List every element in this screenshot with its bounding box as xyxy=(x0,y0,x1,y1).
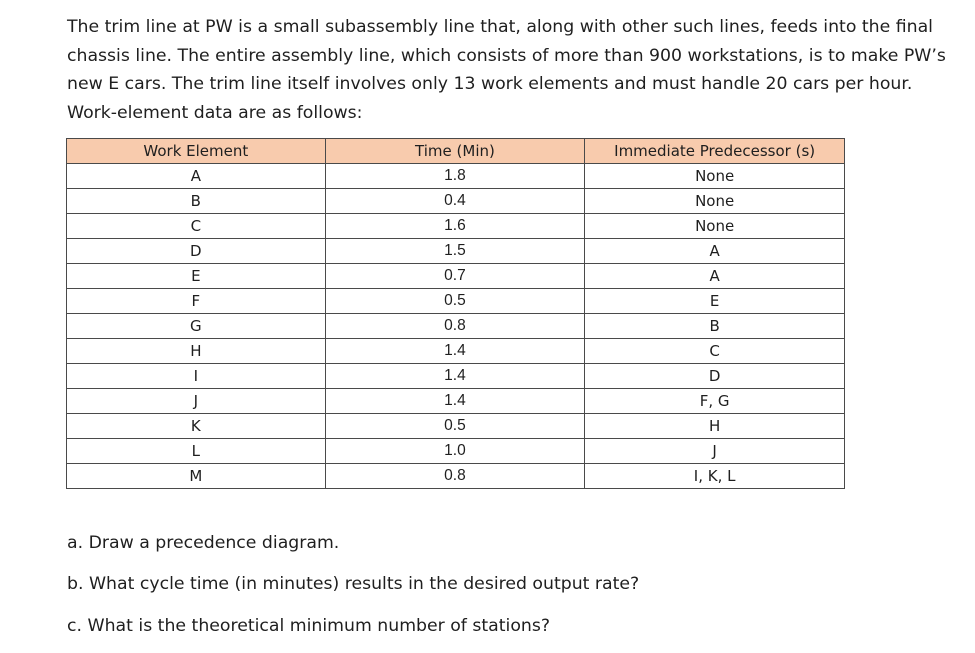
predecessor-cell: None xyxy=(585,164,845,189)
predecessor-cell: D xyxy=(585,364,845,389)
header-work-element: Work Element xyxy=(67,139,326,164)
work-element-cell: F xyxy=(67,289,326,314)
predecessor-cell: C xyxy=(585,339,845,364)
predecessor-cell: F, G xyxy=(585,389,845,414)
work-element-cell: L xyxy=(67,439,326,464)
table-row xyxy=(67,339,845,364)
problem-intro: The trim line at PW is a small subassembly line that, along with other such lines, feeds into the final chassis line. The entire assembly line, which consists of more than 900 workstations, is to make PW’s new E cars. The trim line itself involves only 13 work elements and must handle 20 cars per hour. Work-element data are as follows: xyxy=(67,17,946,123)
table-row xyxy=(67,439,845,464)
time-cell: 1.5 xyxy=(325,239,585,264)
header-time: Time (Min) xyxy=(325,139,585,164)
question-c: c. What is the theoretical minimum number of stations? xyxy=(67,616,551,636)
time-cell: 0.5 xyxy=(325,289,585,314)
time-cell: 1.8 xyxy=(325,164,585,189)
table-row xyxy=(67,314,845,339)
table-row xyxy=(67,239,845,264)
work-element-cell: G xyxy=(67,314,326,339)
header-predecessor: Immediate Predecessor (s) xyxy=(585,139,845,164)
predecessor-cell: E xyxy=(585,289,845,314)
time-cell: 1.0 xyxy=(325,439,585,464)
predecessor-cell: None xyxy=(585,189,845,214)
work-element-cell: A xyxy=(67,164,326,189)
question-b: b. What cycle time (in minutes) results in the desired output rate? xyxy=(67,574,640,594)
table-body xyxy=(67,164,845,489)
table-row xyxy=(67,464,845,489)
time-cell: 1.4 xyxy=(325,389,585,414)
predecessor-cell: None xyxy=(585,214,845,239)
work-element-table xyxy=(66,138,845,489)
work-element-cell: K xyxy=(67,414,326,439)
work-element-cell: E xyxy=(67,264,326,289)
work-element-cell: C xyxy=(67,214,326,239)
time-cell: 1.6 xyxy=(325,214,585,239)
work-element-cell: H xyxy=(67,339,326,364)
time-cell: 0.8 xyxy=(325,464,585,489)
work-element-cell: I xyxy=(67,364,326,389)
table-row xyxy=(67,364,845,389)
table-row xyxy=(67,214,845,239)
table-row xyxy=(67,289,845,314)
predecessor-cell: I, K, L xyxy=(585,464,845,489)
predecessor-cell: H xyxy=(585,414,845,439)
table-row xyxy=(67,414,845,439)
time-cell: 0.8 xyxy=(325,314,585,339)
table-header-row xyxy=(67,139,845,164)
predecessor-cell: A xyxy=(585,239,845,264)
time-cell: 0.7 xyxy=(325,264,585,289)
time-cell: 0.5 xyxy=(325,414,585,439)
time-cell: 1.4 xyxy=(325,364,585,389)
table-row xyxy=(67,389,845,414)
table-row xyxy=(67,164,845,189)
predecessor-cell: B xyxy=(585,314,845,339)
work-element-cell: J xyxy=(67,389,326,414)
work-element-cell: D xyxy=(67,239,326,264)
work-element-cell: B xyxy=(67,189,326,214)
time-cell: 1.4 xyxy=(325,339,585,364)
predecessor-cell: J xyxy=(585,439,845,464)
question-a: a. Draw a precedence diagram. xyxy=(67,533,340,553)
time-cell: 0.4 xyxy=(325,189,585,214)
table-row xyxy=(67,189,845,214)
predecessor-cell: A xyxy=(585,264,845,289)
work-element-cell: M xyxy=(67,464,326,489)
table-row xyxy=(67,264,845,289)
